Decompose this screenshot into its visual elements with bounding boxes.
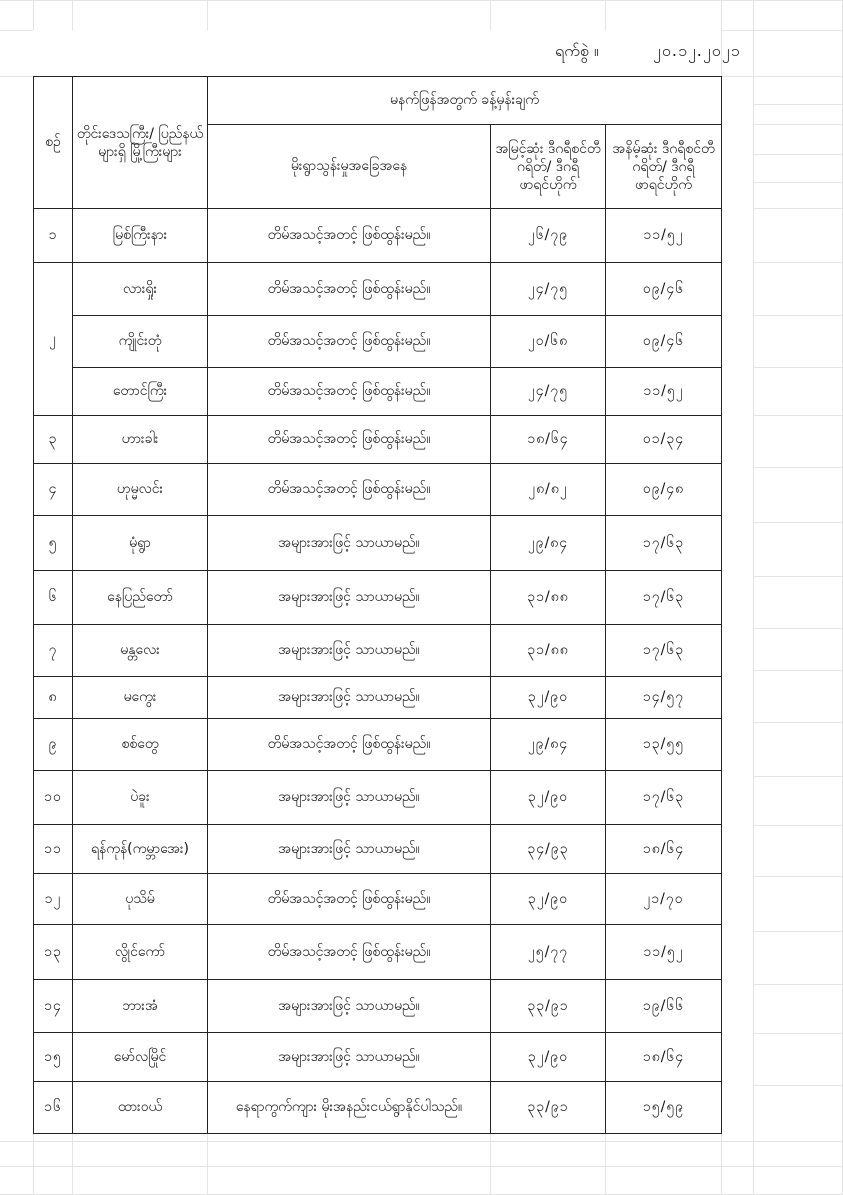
- row-number: ၁၄: [34, 980, 73, 1033]
- max-temp-cell: ၂၉/၈၄: [491, 516, 606, 571]
- city-cell: မန္တလေး: [73, 625, 208, 677]
- max-temp-cell: ၃၁/၈၈: [491, 625, 606, 677]
- condition-cell: အများအားဖြင့် သာယာမည်။: [208, 516, 491, 571]
- header-min-temp: အနိမ့်ဆုံး ဒီဂရီစင်တီဂရိတ်/ ဒီဂရီဖာရင်ဟိုက်: [606, 125, 722, 209]
- condition-cell: အများအားဖြင့် သာယာမည်။: [208, 677, 491, 719]
- row-number: ၄: [34, 464, 73, 516]
- city-cell: လွိုင်ကော်: [73, 925, 208, 980]
- condition-cell: အများအားဖြင့် သာယာမည်။: [208, 1033, 491, 1082]
- condition-cell: နေရာကွက်ကျား မိုးအနည်းငယ်ရွာနိုင်ပါသည်။: [208, 1082, 491, 1134]
- city-cell: ရန်ကုန်(ကမ္ဘာအေး): [73, 825, 208, 874]
- row-number: ၅: [34, 516, 73, 571]
- max-temp-cell: ၃၂/၉၀: [491, 677, 606, 719]
- min-temp-cell: ၁၇/၆၃: [606, 571, 722, 625]
- min-temp-cell: ၁၇/၆၃: [606, 516, 722, 571]
- city-cell: စစ်တွေ: [73, 719, 208, 771]
- city-cell: တောင်ကြီး: [73, 368, 208, 416]
- condition-cell: တိမ်အသင့်အတင့် ဖြစ်ထွန်းမည်။: [208, 925, 491, 980]
- max-temp-cell: ၂၀/၆၈: [491, 316, 606, 368]
- city-cell: ဟားခါး: [73, 416, 208, 464]
- min-temp-cell: ၀၁/၃၄: [606, 416, 722, 464]
- table-row: [34, 316, 722, 368]
- max-temp-cell: ၂၆/၇၉: [491, 209, 606, 263]
- min-temp-cell: ၁၁/၅၂: [606, 209, 722, 263]
- city-cell: မြစ်ကြီးနား: [73, 209, 208, 263]
- row-number: ၁၅: [34, 1033, 73, 1082]
- condition-cell: တိမ်အသင့်အတင့် ဖြစ်ထွန်းမည်။: [208, 209, 491, 263]
- max-temp-cell: ၃၁/၈၈: [491, 571, 606, 625]
- row-number: ၃: [34, 416, 73, 464]
- table-row: [34, 925, 722, 980]
- max-temp-cell: ၂၅/၇၇: [491, 925, 606, 980]
- row-number: ၁၂: [34, 874, 73, 925]
- date-row: [33, 30, 741, 76]
- condition-cell: အများအားဖြင့် သာယာမည်။: [208, 771, 491, 825]
- table-row: [34, 209, 722, 263]
- table-row: [34, 825, 722, 874]
- table-row: [34, 416, 722, 464]
- row-number: ၉: [34, 719, 73, 771]
- min-temp-cell: ၀၉/၄၆: [606, 263, 722, 316]
- max-temp-cell: ၂၉/၈၄: [491, 719, 606, 771]
- condition-cell: အများအားဖြင့် သာယာမည်။: [208, 980, 491, 1033]
- min-temp-cell: ၀၉/၄၆: [606, 316, 722, 368]
- max-temp-cell: ၃၃/၉၁: [491, 980, 606, 1033]
- city-cell: နေပြည်တော်: [73, 571, 208, 625]
- row-number: ၈: [34, 677, 73, 719]
- condition-cell: တိမ်အသင့်အတင့် ဖြစ်ထွန်းမည်။: [208, 719, 491, 771]
- forecast-table: [33, 76, 722, 1134]
- min-temp-cell: ၁၇/၆၃: [606, 625, 722, 677]
- header-no: စဉ်: [34, 77, 73, 209]
- max-temp-cell: ၂၄/၇၅: [491, 368, 606, 416]
- table-row: [34, 368, 722, 416]
- condition-cell: အများအားဖြင့် သာယာမည်။: [208, 571, 491, 625]
- min-temp-cell: ၀၉/၄၈: [606, 464, 722, 516]
- table-row: [34, 263, 722, 316]
- table-row: [34, 719, 722, 771]
- row-number: ၁၀: [34, 771, 73, 825]
- header-region: တိုင်းဒေသကြီး/ ပြည်နယ်များရှိ မြို့ကြီးများ: [73, 77, 208, 209]
- condition-cell: တိမ်အသင့်အတင့် ဖြစ်ထွန်းမည်။: [208, 416, 491, 464]
- max-temp-cell: ၂၄/၇၅: [491, 263, 606, 316]
- max-temp-cell: ၃၃/၉၁: [491, 1082, 606, 1134]
- max-temp-cell: ၁၈/၆၄: [491, 416, 606, 464]
- max-temp-cell: ၂၈/၈၂: [491, 464, 606, 516]
- condition-cell: တိမ်အသင့်အတင့် ဖြစ်ထွန်းမည်။: [208, 368, 491, 416]
- condition-cell: အများအားဖြင့် သာယာမည်။: [208, 825, 491, 874]
- table-row: [34, 771, 722, 825]
- condition-cell: တိမ်အသင့်အတင့် ဖြစ်ထွန်းမည်။: [208, 316, 491, 368]
- row-number: ၂: [34, 263, 73, 416]
- header-max-temp: အမြင့်ဆုံး ဒီဂရီစင်တီဂရိတ်/ ဒီဂရီဖာရင်ဟိုက်: [491, 125, 606, 209]
- table-row: [34, 874, 722, 925]
- forecast-rows: [34, 209, 722, 1134]
- row-number: ၆: [34, 571, 73, 625]
- row-number: ၁: [34, 209, 73, 263]
- table-row: [34, 1033, 722, 1082]
- city-cell: ပုသိမ်: [73, 874, 208, 925]
- city-cell: ကျိုင်းတုံ: [73, 316, 208, 368]
- condition-cell: တိမ်အသင့်အတင့် ဖြစ်ထွန်းမည်။: [208, 874, 491, 925]
- table-row: [34, 677, 722, 719]
- city-cell: ပဲခူး: [73, 771, 208, 825]
- date-value: ၂၀.၁၂.၂၀၂၁: [653, 41, 741, 60]
- max-temp-cell: ၃၂/၉၀: [491, 771, 606, 825]
- max-temp-cell: ၃၄/၉၃: [491, 825, 606, 874]
- row-number: ၇: [34, 625, 73, 677]
- min-temp-cell: ၁၁/၅၂: [606, 368, 722, 416]
- min-temp-cell: ၁၈/၆၄: [606, 1033, 722, 1082]
- table-row: [34, 1082, 722, 1134]
- max-temp-cell: ၃၂/၉၀: [491, 874, 606, 925]
- city-cell: ဟုမ္မလင်း: [73, 464, 208, 516]
- city-cell: မုံရွာ: [73, 516, 208, 571]
- condition-cell: အများအားဖြင့် သာယာမည်။: [208, 625, 491, 677]
- min-temp-cell: ၁၇/၆၃: [606, 771, 722, 825]
- header-forecast-group: မနက်ဖြန်အတွက် ခန့်မှန်းချက်: [208, 77, 722, 125]
- table-row: [34, 464, 722, 516]
- min-temp-cell: ၁၃/၅၅: [606, 719, 722, 771]
- city-cell: မော်လမြိုင်: [73, 1033, 208, 1082]
- condition-cell: တိမ်အသင့်အတင့် ဖြစ်ထွန်းမည်။: [208, 464, 491, 516]
- row-number: ၁၆: [34, 1082, 73, 1134]
- table-row: [34, 516, 722, 571]
- city-cell: လားရှိုး: [73, 263, 208, 316]
- max-temp-cell: ၃၂/၉၀: [491, 1033, 606, 1082]
- row-number: ၁၃: [34, 925, 73, 980]
- header-condition: မိုးရွာသွန်းမှုအခြေအနေ: [208, 125, 491, 209]
- table-row: [34, 625, 722, 677]
- date-label: ရက်စွဲ ။: [555, 41, 599, 60]
- min-temp-cell: ၁၁/၅၂: [606, 925, 722, 980]
- row-number: ၁၁: [34, 825, 73, 874]
- min-temp-cell: ၁၈/၆၄: [606, 825, 722, 874]
- min-temp-cell: ၁၅/၅၉: [606, 1082, 722, 1134]
- city-cell: ဘားအံ: [73, 980, 208, 1033]
- min-temp-cell: ၁၉/၆၆: [606, 980, 722, 1033]
- city-cell: ထားဝယ်: [73, 1082, 208, 1134]
- table-row: [34, 980, 722, 1033]
- condition-cell: တိမ်အသင့်အတင့် ဖြစ်ထွန်းမည်။: [208, 263, 491, 316]
- min-temp-cell: ၁၄/၅၇: [606, 677, 722, 719]
- table-row: [34, 571, 722, 625]
- city-cell: မကွေး: [73, 677, 208, 719]
- min-temp-cell: ၂၁/၇၀: [606, 874, 722, 925]
